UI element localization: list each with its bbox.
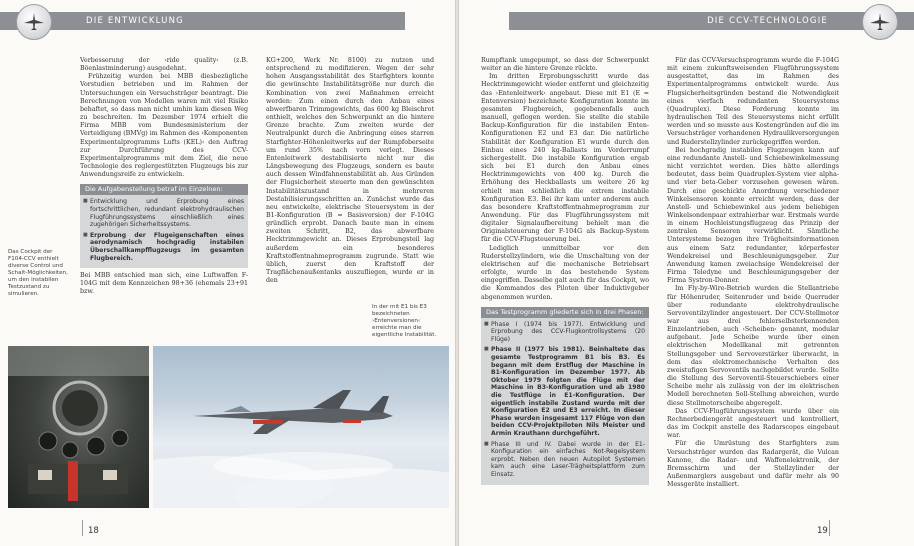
- left-column-1: [80, 57, 248, 297]
- paragraph: Im Fly-by-Wire-Betrieb wurden die Stellantriebe für Höhenruder, Seitenruder und beide Querruder über redundante elektrohydraulische Servoventilzylinder angesteuert. Der CCV-Stellmotor war aus drei fehlerselbsterkennenden Einzelantrieben, auch ›Scheiben‹ genannt, modular aufgebaut. Jede Scheibe wurde über einen elektrischen Modellkanal mit getrennten Stellungsgeber und Servoverstärker überwacht, in dem das elektromechanische Verhalten des zweistufigen Servoventils nachgebildet wurde. Sollte die Stellung des Servoventil-Steuerschiebers einer Scheibe mehr als zulässig von der im elektrischen Modell berechneten Soll-Stellung abweichen, wurde diese Stellmotorscheibe abgeregelt.: [667, 285, 839, 407]
- paragraph: Lediglich unmittelbar vor den Ruderstellzylindern, wie die Umschaltung von der elektrischen auf die mechanische Betriebsart erfolgte, wurde in das bestehende System eingegriffen. Dasselbe galt auch für das Cockpit, wo die Kommandos des Piloten über Induktivgeber abgenommen wurden.: [481, 244, 649, 301]
- right-page-number: 19: [817, 526, 828, 536]
- flight-caption: In der mit E1 bis E3 bezeichneten ›Entenversionen‹ erreichte man die eigentliche Instabilität.: [372, 304, 437, 338]
- starfighter-logo-icon: [862, 4, 898, 40]
- left-header-title: DIE ENTWICKLUNG: [86, 16, 184, 26]
- paragraph: Das CCV-Flugführungssystem wurde über ein Rechnerbediengerät angesteuert und kontrolliert, das im Cockpit anstelle des Radarscopes eingebaut war.: [667, 407, 839, 440]
- left-column-2: [266, 57, 434, 285]
- cockpit-caption: Das Cockpit der F104-CCV enthielt diverse Control und Schalt-Möglichkeiten, um den instabilen Testzustand zu simulieren.: [8, 249, 68, 297]
- paragraph: KG+200, Werk Nr. 8100) zu nutzen und entsprechend zu modifizieren. Wegen der sehr hohen Ausgangsstabilität des Starfighters konnte die gewünschte Instabilitätsgröße nur durch die Kombination von zwei Maßnahmen erreicht werden: Zum einen durch den Anbau eines abwerfbaren Trimmgewichts, das 600 kg Bleischrot enthielt, welches den Schwerpunkt an die hintere Grenze brachte. Zum zweiten wurde der Neutralpunkt durch die Anbringung eines starren Starfighter-Höhenleitwerks auf der Rumpfoberseite um rund 35% nach vorn verlegt. Dieses Entenleitwerk destabilisierte nicht nur die Längsbewegung des Flugzeugs, sondern es baute auch dessen Windfahnenstabilität ab. Aus Gründen der Flugsicherheit steuerte man den gewünschten Instabilitätszustand in mehreren Destabilisierungsschritten an. Zunächst wurde das neu entwickelte, elektrische Steuersystem in der B1-Konfiguration (B = Basisversion) der F-104G gründlich erprobt. Danach baute man in einem zweiten Schritt, B2, das abwerfbare Hecktrimmgewicht an. Dieses Erprobungsteil lag außerdem ein besonderes Kraftstoffentnahmeprogramm zugrunde. Statt wie üblich, zuerst den Kraftstoff der Tragflächenaußentanks auszufliegen, wurde er in den: [266, 57, 434, 285]
- right-header-bar: [509, 12, 914, 30]
- phases-box: [481, 307, 649, 485]
- page-rule: [829, 520, 830, 536]
- paragraph: Für die Umrüstung des Starfighters zum Versuchsträger wurden das Radargerät, die Vulcan Kanone, die Radar- und Waffenelektronik, der Bremsschirm und der Stellzylinder der Außenmarglers ausgebaut und dafür mehr als 90 Messgeräte installiert.: [667, 440, 839, 489]
- paragraph: Im dritten Erprobungsschritt wurde das Hecktrimmgewicht wieder entfernt und gleichzeitig das ›Entenleitwerk‹ angebaut. Diese mit E1 (E = Entenversion) bezeichnete Konfiguration konnte im gesamten Flugbereich, gegebenenfalls auch manuell, geflogen werden. Sie stellte die stabile Backup-Konfiguration für die instabilen Enten-Konfigurationen E2 und E3 dar. Die natürliche Stabilität der Konfiguration E1 wurde durch den Einbau eines 240 kg-Ballasts im Vorderrumpf sichergestellt. Die instabile Konfiguration ergab sich bei E1 durch den Anbau eines Hecktrimmgewichts von 400 kg. Durch die Erhöhung des Heckballasts um weitere 26 kg erhielt man schließlich die extrem instabile Konfiguration E3. Bei ihr kam unter anderem auch das besondere Kraftstoffentnahmeprogramm zur Anwendung. Für das Flugführungssystem mit digitaler Signalaufbereitung behielt man die Originalsteuerung der F-104G als Backup-System für die CCV-Flugsteuerung bei.: [481, 73, 649, 244]
- list-item: ■ Entwicklung und Erprobung eines fortschrittlichen, redundant elektrohydraulischen Flugführungssystems einschließlich eines zugehörigen Sicherheitssystems.: [90, 198, 244, 228]
- list-item: ■ Phase I (1974 bis 1977). Entwicklung und Erprobung des CCV-Flugkontrollsystems (20 Flüge): [491, 321, 645, 344]
- list-item: ■ Phase III und IV. Dabei wurde in der E1-Konfiguration ein einfaches Not-Regelsystem erprobt. Neben den neuen Autopilot Systemen kam auch eine Laser-Trägheitsplattform zum Einsatz.: [491, 441, 645, 479]
- cockpit-photo: [8, 346, 149, 508]
- right-column-2: [667, 57, 839, 489]
- left-page-number: 18: [88, 526, 99, 536]
- phases-box-title: Das Testprogramm gliederte sich in drei Phasen:: [481, 307, 649, 318]
- right-page: [459, 0, 914, 546]
- right-column-1: [481, 57, 649, 485]
- paragraph: Verbesserung der ›ride quality‹ (z.B. Böenlastminderung) ausgedehnt.: [80, 57, 248, 73]
- left-page: [0, 0, 455, 546]
- list-item: ■ Erprobung der Flugeigenschaften eines aerodynamisch hochgradig instabilen Überschallkampfflugzeugs im gesamten Flugbereich.: [90, 232, 244, 262]
- left-header-bar: [0, 12, 405, 30]
- paragraph: Für das CCV-Versuchsprogramm wurde die F-104G mit einem zukunftsweisenden Flugführungssystem ausgestattet, das im Rahmen des Experimentalprogramms entwickelt wurde. Aus Flugsicherheitsgründen bestand die Notwendigkeit eines vierfach redundanten Steuersystems (Quadruplex). Diese Forderung konnte im hydraulischen Teil des Steuersystems nicht erfüllt werden und so musste aus Kostengründen auf die im Versuchsträger vorhandenen Hydraulikversorgungen und Ruderstellzylinder zurückgegriffen werden.: [667, 57, 839, 146]
- task-box: [80, 184, 248, 268]
- right-header-title: DIE CCV-TECHNOLOGIE: [707, 16, 828, 26]
- paragraph: Rumpftank umgepumpt, so dass der Schwerpunkt weiter an die hintere Grenze rückte.: [481, 57, 649, 73]
- paragraph: Bei MBB entschied man sich, eine Luftwaffen F-104G mit dem Kennzeichen 98+36 (ehemals 23+91 bzw.: [80, 272, 248, 296]
- page-rule: [82, 520, 83, 536]
- paragraph: Frühzeitig wurden bei MBB diesbezügliche Vorstudien betrieben und im Rahmen der Untersuchungen ein Versuchsträger beantragt. Die Berechnungen von Modellen waren mit viel Risiko behaftet, so dass man nicht umhin kam diesen Weg zu beschreiten. Im Dezember 1974 erhielt die Firma MBB vom Bundesministerium der Verteidigung (BMVg) im Rahmen des ›Komponenten Experimentalprogramms Lufts (KEL)‹ den Auftrag zur Durchführung des CCV-Experimentalprogramms mit dem Ziel, die neue Technologie des reglergestützten Flugzeugs bis zur Anwendungsreife zu entwickeln.: [80, 73, 248, 179]
- f104-flight-photo: [153, 346, 449, 508]
- starfighter-logo-icon: [16, 4, 52, 40]
- paragraph: Bei hochgradig instabilen Flugzeugen kann auf eine redundante Anstell- und Schiebewinkelmessung nicht verzichtet werden. Dies hätte allerdings bedeutet, dass beim Quadruplex-System vier alpha- und vier beta-Geber vorzusehen gewesen wären. Durch eine geschickte Anordnung verschiedener Winkelsensoren konnte erreicht werden, dass der Anstell- und Schiebewinkel aus jedem beliebigen Winkelsondenpaar extrahierbar war. Erstmals wurde in einem Hochleistungsflugzeug das Prinzip der zentralen Sensoren verwirklicht. Sämtliche Untersysteme bezogen ihre Trägheitsinformationen aus einem Satz redundanter, körperfester Wendekreisel und Beschleunigungsgeber. Zur Anwendung kamen zweiachsige Wendekreisel der Firma Teledyne und Beschleunigungsgeber der Firma Systron-Donner.: [667, 146, 839, 285]
- task-box-title: Die Aufgabenstellung betraf im Einzelnen:: [80, 184, 248, 195]
- list-item: ■ Phase II (1977 bis 1981). Beinhaltete das gesamte Testprogramm B1 bis B3. Es begann mit dem Erstflug der Maschine in B1-Konfiguration im Dezember 1977. Ab Oktober 1979 folgten die Flüge mit der Maschine in B3-Konfiguration und ab 1980 die Testflüge in E1-Konfiguration. Der eigentlich instabile Zustand wurde mit der Konfiguration E2 und E3 erreicht. In dieser Phase wurden insgesamt 117 Flüge von den beiden CCV-Projektpiloten Nils Meister und Armin Krauthann durchgeführt.: [491, 346, 645, 437]
